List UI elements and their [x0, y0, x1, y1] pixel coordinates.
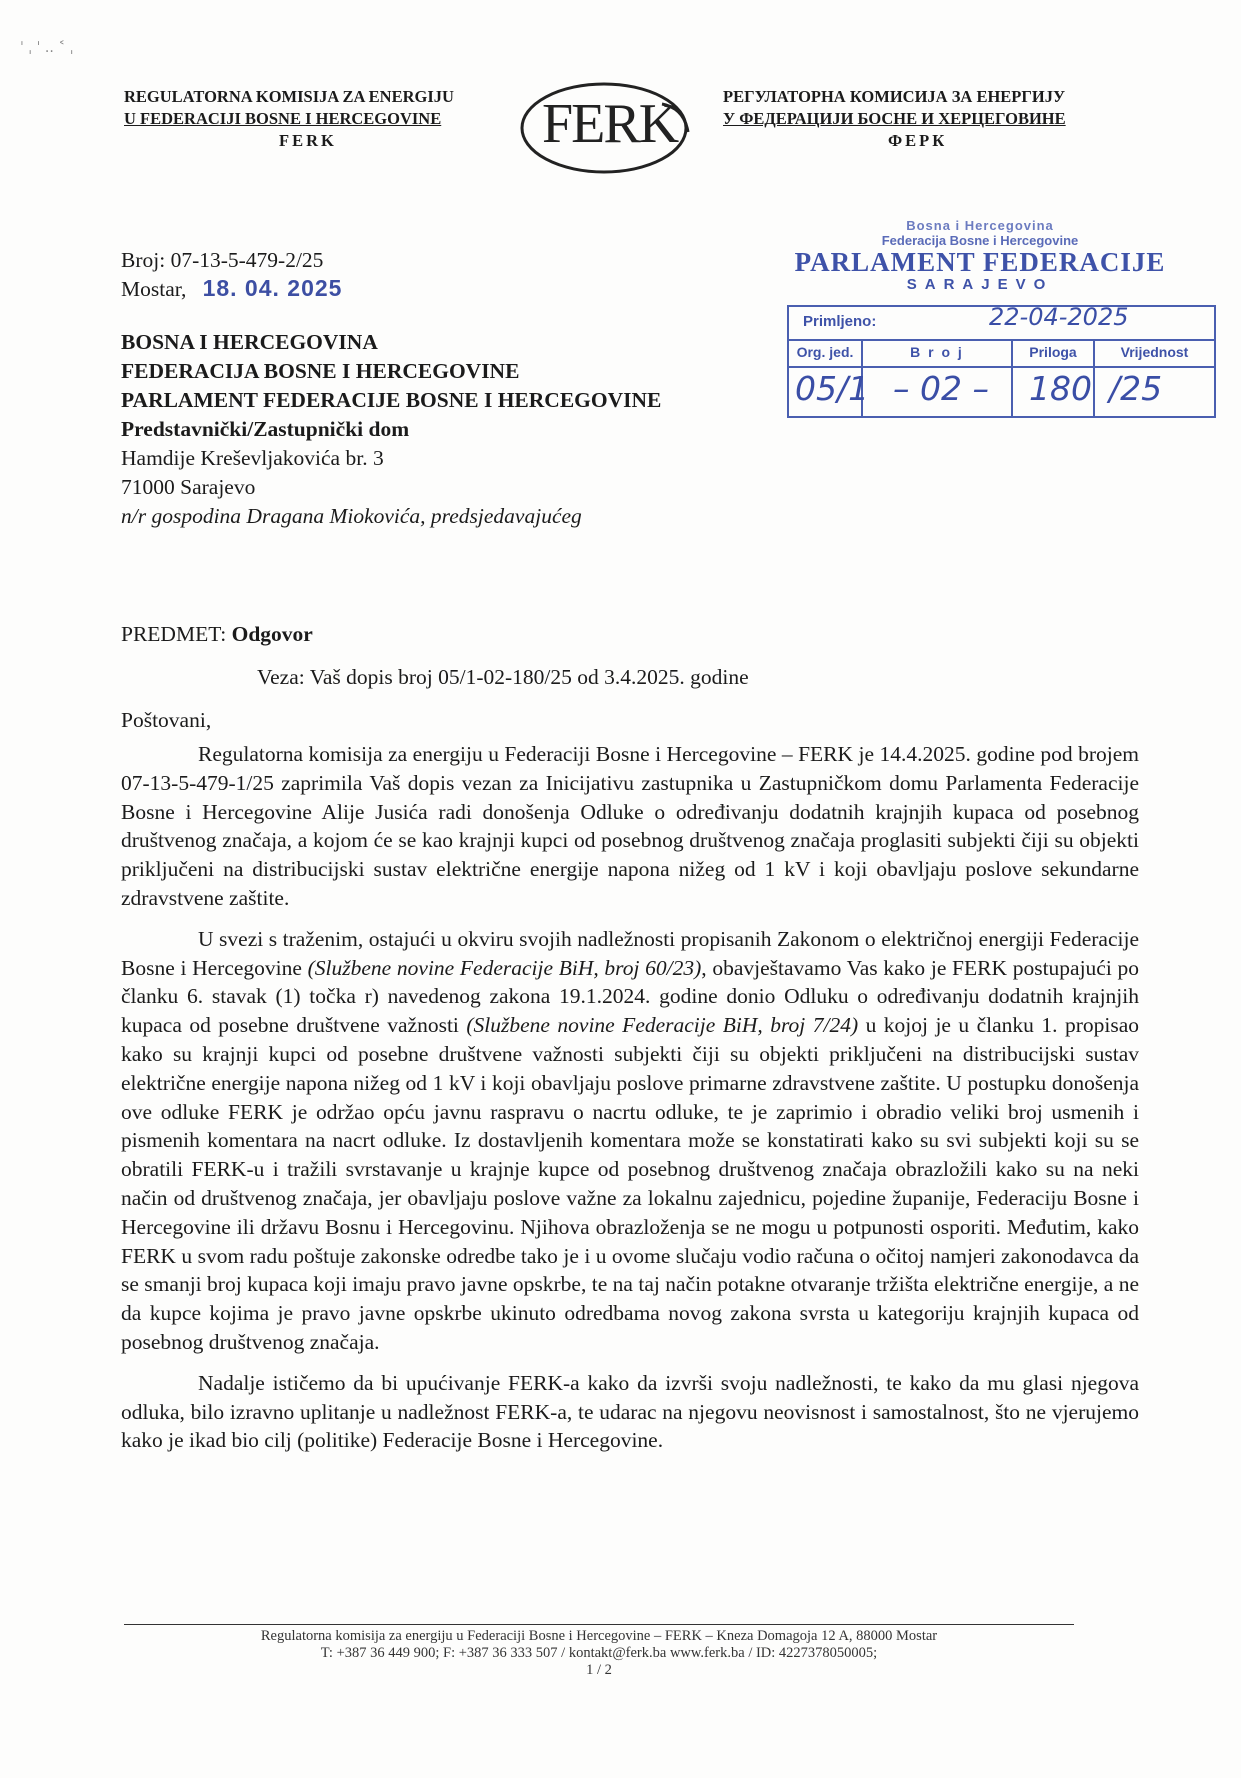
- stamp-received-label: Primljeno:: [803, 313, 877, 330]
- stamp-divider: [1011, 366, 1013, 416]
- scan-marks: ˈ ˌ ˈ .. ˂ ˌ: [20, 40, 74, 56]
- addressee-block: [121, 328, 661, 531]
- stamp-line4: SARAJEVO: [906, 276, 1054, 293]
- stamp-divider: [1093, 366, 1095, 416]
- body-p2-citation: (Službene novine Federacije BiH, broj 7/24): [466, 1013, 859, 1038]
- stamp-col-org: Org. jed.: [789, 339, 863, 366]
- stamp-hw-priloga: 180: [1029, 369, 1092, 408]
- stamp-hw-org: 05/1: [795, 369, 870, 408]
- logo-text: FERK: [542, 93, 678, 155]
- header-left: [124, 86, 454, 152]
- reference-date-stamp: 18. 04. 2025: [202, 275, 343, 301]
- greeting: Poštovani,: [121, 708, 212, 732]
- subject-value: Odgovor: [231, 622, 313, 646]
- reference-place: Mostar,: [121, 277, 187, 301]
- addressee-attention: n/r gospodina Dragana Miokovića, predsjedavajućeg: [121, 504, 582, 528]
- stamp-col-priloga: Priloga: [1013, 339, 1095, 366]
- header-left-line1: REGULATORNA KOMISIJA ZA ENERGIJU: [124, 87, 454, 106]
- received-stamp-box: [787, 305, 1216, 418]
- subject-line: [121, 622, 313, 647]
- letter-body: [121, 740, 1139, 1467]
- stamp-hw-broj: – 02 –: [893, 369, 989, 408]
- stamp-received-row: [789, 303, 1214, 341]
- header-left-line3: FERK: [279, 131, 337, 150]
- footer-divider: [124, 1624, 1074, 1625]
- footer-page-number: 1 / 2: [586, 1662, 612, 1678]
- body-p2-text: , obavještavamo Vas kako je FERK postupajući po članku 6. stavak (1) točka r) navedenog zakona 19.1.2024. godine donio Odluku o određivanju dodatnih krajnjih kupaca od posebne društvene važnosti: [121, 955, 1140, 1038]
- header-right-line1: РЕГУЛАТОРНА КОМИСИЈА ЗА ЕНЕРГИЈУ: [723, 87, 1066, 106]
- ferk-logo: [512, 74, 702, 182]
- addressee-line3: PARLAMENT FEDERACIJE BOSNE I HERCEGOVINE: [121, 388, 662, 412]
- footer-contact: T: +387 36 449 900; F: +387 36 333 507 / kontakt@ferk.ba www.ferk.ba / ID: 4227378050005;: [320, 1645, 878, 1661]
- stamp-received-date: 22-04-2025: [989, 303, 1129, 331]
- stamp-line3: PARLAMENT FEDERACIJE: [794, 247, 1166, 277]
- body-p2-text: U svezi s traženim, ostajući u okviru svojih nadležnosti propisanih Zakonom o električnoj energiji Federacije Bosne i Hercegovine: [121, 926, 1139, 980]
- addressee-line4: Predstavnički/Zastupnički dom: [121, 417, 410, 441]
- body-p2-text: u kojoj je u članku 1. propisao kako su krajnji kupci od posebne društvene važnosti subjekti čiji su objekti priključeni na distribucijski sustav električne energije napona nižeg od 1 kV i koji obavljaju poslove primarne zdravstvene zaštite. U postupku donošenja ove odluke FERK je održao opću javnu raspravu o nacrtu odluke, te je zaprimio i obradio veliki broj usmenih i pismenih komentara na nacrt odluke. Iz dostavljenih komentara može se konstatirati kako su svi subjekti koji su se obratili FERK-u i tražili svrstavanje u krajnje kupce od posebnog društvenog značaja obrazložili kako su na neki način od društvenog značaja, jer obavljaju poslove važne za lokalnu zajednicu, pojedine županije, Federaciju Bosne i Hercegovine ili državu Bosnu i Hercegovinu. Njihova obrazloženja se ne mogu u potpunosti osporiti. Međutim, kako FERK u svom radu poštuje zakonske odredbe tako je i u ovome slučaju vodio računa o očitoj namjeri zakonodavca da se smanji broj kupaca koji imaju pravo javne opskrbe, te na taj način potakne otvaranje tržišta električne energije, a ne da kupce kojima je pravo javne opskrbe ukinuto odredbama novog zakona svrsta u kategoriju krajnjih kupaca od posebnog društvenog značaja.: [121, 1013, 1140, 1354]
- addressee-street: Hamdije Kreševljakovića br. 3: [121, 446, 384, 470]
- addressee-city: 71000 Sarajevo: [121, 475, 256, 499]
- stamp-col-vrijednost: Vrijednost: [1120, 344, 1189, 360]
- stamp-line2: Federacija Bosne i Hercegovine: [881, 233, 1079, 248]
- subject-label: PREDMET:: [121, 622, 227, 646]
- addressee-line1: BOSNA I HERCEGOVINA: [121, 330, 378, 354]
- footer: [124, 1628, 1074, 1679]
- reference-number: Broj: 07-13-5-479-2/25: [121, 248, 324, 272]
- header-right: [723, 86, 1066, 152]
- body-paragraph-1: Regulatorna komisija za energiju u Federaciji Bosne i Hercegovine – FERK je 14.4.2025. godine pod brojem 07-13-5-479-1/25 zaprimila Vaš dopis vezan za Inicijativu zastupnika u Zastupničkom domu Parlamenta Federacije Bosne i Hercegovine Alije Jusića radi donošenja Odluke o određivanju dodatnih krajnjih kupaca od posebnog društvenog značaja, a kojom će se kao krajnji kupci od posebnog društvenog značaja proglasiti subjekti čiji su objekti priključeni na distribucijski sustav električne energije napona nižeg od 1 kV i koji obavljaju poslove sekundarne zdravstvene zaštite.: [121, 742, 1139, 910]
- header-right-line3: ФЕРК: [888, 131, 948, 150]
- header-left-line2: U FEDERACIJI BOSNE I HERCEGOVINE: [124, 109, 442, 128]
- body-paragraph-2: [121, 925, 1139, 1357]
- reference-place-date: [121, 274, 342, 303]
- stamp-line1: Bosna i Hercegovina: [906, 218, 1054, 233]
- header-right-line2: У ФЕДЕРАЦИЈИ БОСНЕ И ХЕРЦЕГОВИНЕ: [723, 109, 1066, 128]
- reference-block: [121, 246, 342, 303]
- body-paragraph-3: Nadalje ističemo da bi upućivanje FERK-a kako da izvrši svoju nadležnosti, te kako da mu glasi njegova odluka, bilo izravno uplitanje u nadležnost FERK-a, te udarac na njegovu neovisnost i samostalnost, što ne vjerujemo kako je ikad bio cilj (politike) Federacije Bosne i Hercegovine.: [121, 1370, 1139, 1453]
- body-p2-citation: (Službene novine Federacije BiH, broj 60/23): [307, 955, 702, 980]
- stamp-columns-row: [789, 339, 1214, 368]
- footer-address: Regulatorna komisija za energiju u Federaciji Bosne i Hercegovine – FERK – Kneza Domagoja 12 A, 88000 Mostar: [260, 1628, 938, 1644]
- addressee-line2: FEDERACIJA BOSNE I HERCEGOVINE: [121, 359, 520, 383]
- stamp-hw-vrijednost: /25: [1109, 369, 1163, 408]
- received-stamp-header: [780, 219, 1180, 293]
- stamp-col-broj: B r o j: [863, 339, 1013, 366]
- subject-reference: Veza: Vaš dopis broj 05/1-02-180/25 od 3.4.2025. godine: [257, 665, 749, 689]
